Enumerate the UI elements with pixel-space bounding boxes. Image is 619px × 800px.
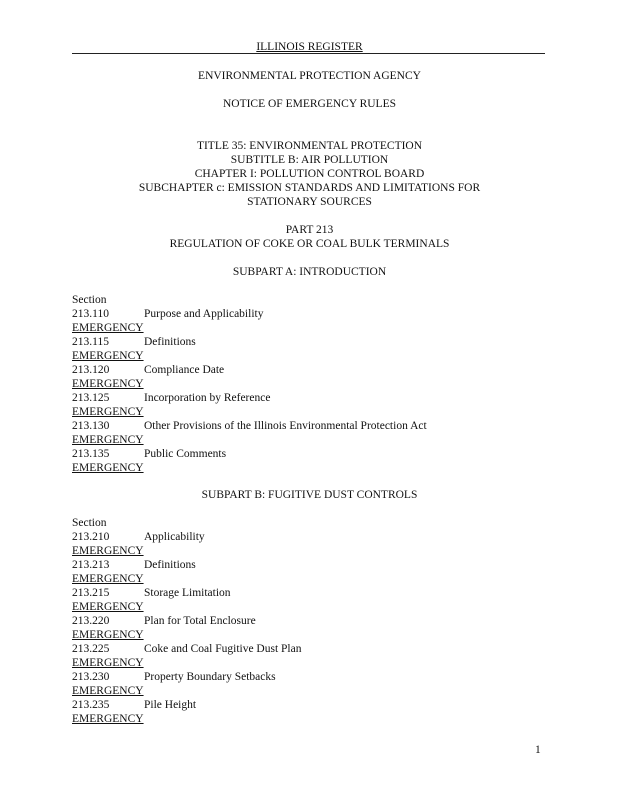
section-label: Section [72,517,107,529]
emergency-tag: EMERGENCY [72,350,144,362]
section-number: 213.220 [72,615,110,627]
section-number: 213.235 [72,699,110,711]
emergency-tag: EMERGENCY [72,629,144,641]
section-number: 213.130 [72,420,110,432]
emergency-tag: EMERGENCY [72,601,144,613]
toc-entry [72,586,301,600]
emergency-tag: EMERGENCY [72,322,144,334]
part-name: REGULATION OF COKE OR COAL BULK TERMINALS [169,238,450,250]
emergency-tag: EMERGENCY [72,406,144,418]
section-number: 213.230 [72,671,110,683]
subpart-a-toc [72,293,427,475]
subpart-a-heading: SUBPART A: INTRODUCTION [232,266,387,278]
section-title: Other Provisions of the Illinois Environmental Protection Act [144,420,427,432]
section-number: 213.210 [72,531,110,543]
toc-entry [72,391,427,405]
toc-entry [72,670,301,684]
section-title: Definitions [144,559,196,571]
section-number: 213.225 [72,643,110,655]
section-label: Section [72,294,107,306]
emergency-tag: EMERGENCY [72,462,144,474]
section-title: Definitions [144,336,196,348]
page-number: 1 [535,744,541,756]
notice-title: NOTICE OF EMERGENCY RULES [222,98,397,110]
section-number: 213.135 [72,448,110,460]
emergency-tag: EMERGENCY [72,434,144,446]
section-number: 213.120 [72,364,110,376]
emergency-tag: EMERGENCY [72,713,144,725]
emergency-tag: EMERGENCY [72,657,144,669]
register-header: ILLINOIS REGISTER [256,41,363,53]
title-line: TITLE 35: ENVIRONMENTAL PROTECTION [196,140,423,152]
section-title: Applicability [144,531,205,543]
chapter-line: CHAPTER I: POLLUTION CONTROL BOARD [194,168,425,180]
section-title: Coke and Coal Fugitive Dust Plan [144,643,302,655]
section-number: 213.213 [72,559,110,571]
toc-entry [72,698,301,712]
toc-entry [72,307,427,321]
section-number: 213.110 [72,308,109,320]
toc-entry [72,335,427,349]
section-number: 213.115 [72,336,109,348]
subpart-b-heading: SUBPART B: FUGITIVE DUST CONTROLS [201,489,418,501]
emergency-tag: EMERGENCY [72,378,144,390]
toc-entry [72,447,427,461]
emergency-tag: EMERGENCY [72,685,144,697]
subchapter-line-2: STATIONARY SOURCES [247,196,372,208]
section-title: Plan for Total Enclosure [144,615,256,627]
header-rule [72,53,545,54]
subchapter-line: SUBCHAPTER c: EMISSION STANDARDS AND LIMITATIONS FOR [138,182,481,194]
section-title: Incorporation by Reference [144,392,271,404]
section-number: 213.215 [72,587,110,599]
toc-entry [72,558,301,572]
section-title: Purpose and Applicability [144,308,264,320]
toc-entry [72,530,301,544]
toc-entry [72,363,427,377]
subpart-b-toc [72,516,301,726]
toc-entry [72,642,301,656]
subtitle-line: SUBTITLE B: AIR POLLUTION [230,154,389,166]
agency-name: ENVIRONMENTAL PROTECTION AGENCY [198,70,421,82]
section-title: Compliance Date [144,364,225,376]
toc-entry [72,419,427,433]
emergency-tag: EMERGENCY [72,573,144,585]
section-number: 213.125 [72,392,110,404]
section-title: Public Comments [144,448,227,460]
section-title: Storage Limitation [144,587,231,599]
toc-entry [72,614,301,628]
part-number: PART 213 [285,224,334,236]
section-title: Pile Height [144,699,197,711]
emergency-tag: EMERGENCY [72,545,144,557]
section-title: Property Boundary Setbacks [144,671,276,683]
